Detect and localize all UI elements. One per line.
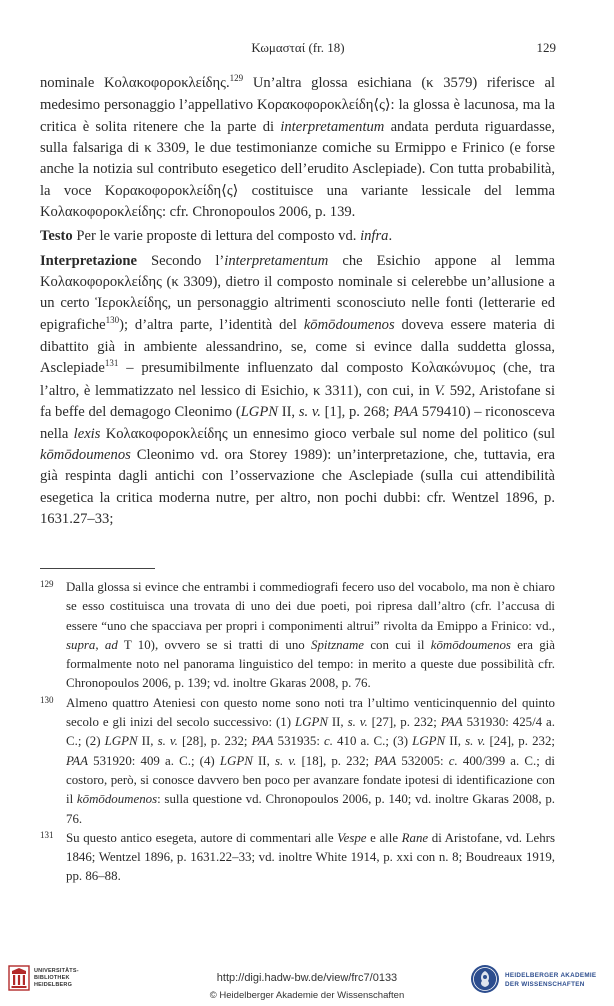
footnotes (40, 578, 555, 887)
academy-logo[interactable] (470, 964, 608, 998)
permalink-url[interactable]: http://digi.hadw-bw.de/view/frc7/0133 (216, 972, 398, 984)
footnote-ref-131[interactable]: 131 (104, 358, 119, 369)
paragraph-interpretazione: Interpretazione Secondo l’interpretamentum che Esichio appone al lemma Κολακοφορoκλείδης (κ 3309), dietro il composto nominale si celerebbe un’allusione a un certo Ἱεροκλείδης, un personaggio altrimenti sconosciuto nelle fonti (letterarie ed epigrafiche$^{130}$); d’altra parte, l’identità del kōmōdoumenos doveva essere materia di dibattito già in ambiente alessandrino, se, come si evince dalla suddetta glossa, Asclepiade$^{131}$ – presumibilmente influenzato dal composto Κολακώνυμος (che, tra l’altro, è lemmatizzato nel lessico di Esichio, κ 3311), con cui, in V. 592, Aristofane si fa beffe del demagogo Cleonimo (LGPN II, s. v. [1], p. 268; PAA 579410) – riconosceva nella lexis Κολακοφορoκλείδης un ennesimo gioco verbale sul nome del politico (sul kōmōdoumenos Cleonimo vd. ora Storey 1989): un’interpretazione, che, tuttavia, era già respinta dagli antichi con l’osservazione che Asclepiade (sulla cui attendibilità esegetica la critica moderna nutre, per altro, non pochi dubbi: cfr. Wentzel 1896, p. 1631.27–33; (40, 252, 556, 527)
footnote-130: 130 Almeno quattro Ateniesi con questo nome sono noti tra l’ultimo venticinquennio del quinto secolo e gli inizi del secolo successivo: (1) LGPN II, s. v. [27], p. 232; PAA 531930: 425/4 a. C.; (2) LGPN II, s. v. [28], p. 232; PAA 531935: c. 410 a. C.; (3) LGPN II, s. v. [24], p. 232; PAA 531920: 409 a. C.; (4) LGPN II, s. v. [18], p. 232; PAA 532005: c. 400/399 a. C.; di costoro, però, si conosce davvero ben poco per avanzare fondate ipotesi di identificazione con il kōmōdoumenos: sulla questione vd. Chronopoulos 2006, p. 140; vd. inoltre Gkaras 2008, p. 76. (40, 694, 555, 829)
academy-logo-text: HEIDELBERGER AKADEMIE DER WISSENSCHAFTEN (505, 972, 597, 988)
paragraph-lexical-note: nominale Κολακοφορoκλείδης.$^{129}$ Un’altra glossa esichiana (κ 3579) riferisce al medesimo personaggio l’appellativo Κορακοφορoκλείδη⟨ς⟩: la glossa è lacunosa, ma la critica è solita ritenere che la parte di interpretamentum andata perduta riguardasse, sulla falsariga di κ 3309, le due testimonianze comiche su Ermippo e Frinico (e forse anche la notizia sul contributo esegetico dell’erudito Asclepiade). Con tutta probabilità, la voce Κορακοφορoκλείδη⟨ς⟩ costituisce una variante lessicale del lemma Κολακοφορoκλείδης: cfr. Chronopoulos 2006, p. 139. (40, 73, 556, 221)
footnote-number: 131 (40, 829, 54, 840)
viewer-footer (0, 960, 614, 1006)
main-text (40, 73, 555, 530)
page-header (40, 40, 556, 60)
footnote-number: 129 (40, 579, 54, 589)
footnote-129: 129 Dalla glossa si evince che entrambi i commediografi fecero uso del vocabolo, ma non è chiaro se esso costituisca una trovata di uno dei due poeti, poi ripresa dall’altro (cfr. l’accusa di essere “uno che spacciava per propri i componimenti altrui” rivolta da Emippo a Frinico: vd., supra, ad T 10), ovvero se si tratti di uno Spitzname con cui il kōmōdoumenos era già formalmente noto nel panorama linguistico del tempo: in merito a queste due possibilità cfr. Chronopoulos 2006, p. 139; vd. inoltre Gkaras 2008, p. 76. (40, 578, 555, 694)
footnote-divider (40, 568, 155, 569)
section-label-testo: Testo (40, 228, 73, 245)
section-label-interpretazione: Interpretazione (40, 252, 137, 269)
footnote-number: 130 (40, 694, 54, 705)
footnote-ref-129[interactable]: 129 (229, 73, 244, 83)
page-number: 129 (536, 40, 556, 55)
academy-seal-icon (470, 964, 500, 994)
library-logo-text: UNIVERSITÄTS- BIBLIOTHEK HEIDELBERG (34, 968, 79, 988)
copyright-notice: © Heidelberger Akademie der Wissenschaften (209, 990, 405, 1001)
footnote-ref-130[interactable]: 130 (105, 314, 120, 325)
footnote-131: 131 Su questo antico esegeta, autore di commentari alle Vespe e alle Rane di Aristofane, vd. Lehrs 1846; Wentzel 1896, p. 1631.22–33; vd. inoltre White 1914, p. xxi con n. 8; Boudreaux 1919, pp. 86–88. (40, 829, 555, 887)
running-head: Κωμασταί (fr. 18) (251, 40, 345, 55)
paragraph-testo: Testo Per le varie proposte di lettura del composto vd. infra. (40, 228, 393, 245)
